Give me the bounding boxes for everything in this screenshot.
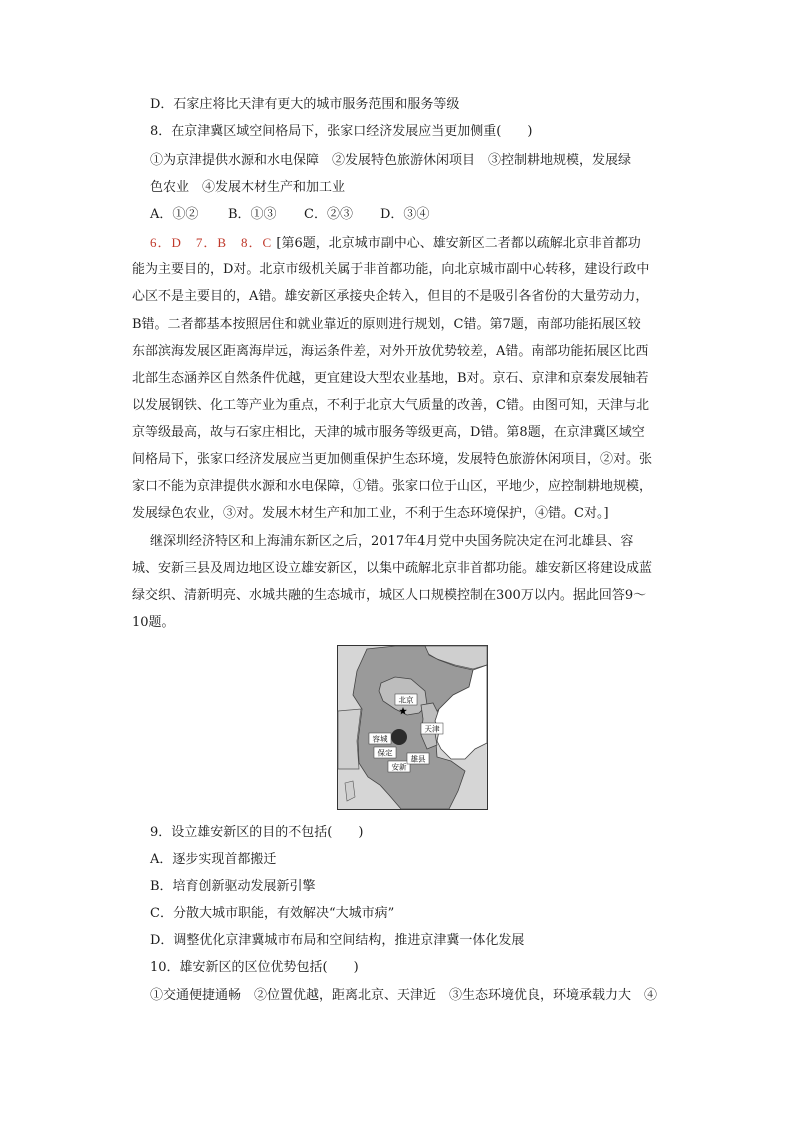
- label-tianjin: 天津: [424, 724, 440, 734]
- q9-option-c: C．分散大城市职能，有效解决“大城市病”: [150, 906, 395, 921]
- q9-stem: 9．设立雄安新区的目的不包括( ): [150, 825, 364, 840]
- q8-option-c: C．②③: [304, 207, 353, 222]
- q8-option-a: A．①②: [150, 207, 199, 222]
- q7-option-d: D．石家庄将比天津有更大的城市服务范围和服务等级: [150, 97, 460, 112]
- q10-items-line1: ①交通便捷通畅 ②位置优越，距离北京、天津近 ③生态环境优良，环境承载力大 ④: [150, 988, 658, 1003]
- label-beijing: 北京: [398, 695, 414, 705]
- answer-line: 家口不能为京津提供水源和水电保障，①错。张家口位于山区，平地少，应控制耕地规模，: [132, 479, 653, 494]
- answer-line: 以发展钢铁、化工等产业为重点，不利于北京大气质量的改善，C错。由图可知，天津与北: [132, 398, 649, 413]
- q8-items-line1: ①为京津提供水源和水电保障 ②发展特色旅游休闲项目 ③控制耕地规模，发展绿: [150, 153, 632, 168]
- label-baoding: 保定: [377, 748, 393, 758]
- label-rongcheng: 容城: [372, 734, 388, 744]
- label-anxin: 安新: [391, 762, 407, 772]
- answer-line: 北部生态涵养区自然条件优越，更宜建设大型农业基地，B对。京石、京津和京秦发展轴若: [132, 371, 649, 386]
- passage-line: 10题。: [132, 615, 175, 630]
- answer-line: 发展绿色农业，③对。发展木材生产和加工业，不利于生态环境保护，④错。C对。]: [132, 506, 609, 521]
- answer-line: [第6题，北京城市副中心、雄安新区二者都以疏解北京非首都功: [276, 236, 641, 251]
- passage-line: 城、安新三县及周边地区设立雄安新区，以集中疏解北京非首都功能。雄安新区将建设成蓝: [132, 561, 653, 576]
- passage-line: 绿交织、清新明亮、水城共融的生态城市，城区人口规模控制在300万以内。据此回答9～: [132, 588, 647, 603]
- q8-items-line2: 色农业 ④发展木材生产和加工业: [150, 180, 346, 195]
- q8-option-d: D．③④: [380, 207, 430, 222]
- q9-option-a: A．逐步实现首都搬迁: [150, 852, 277, 867]
- q9-option-d: D．调整优化京津冀城市布局和空间结构，推进京津冀一体化发展: [150, 933, 525, 948]
- answer-line: B错。二者都基本按照居住和就业靠近的原则进行规划，C错。第7题，南部功能拓展区较: [132, 317, 641, 332]
- xiongan-location-map: [337, 645, 488, 810]
- q8-stem: 8．在京津冀区域空间格局下，张家口经济发展应当更加侧重( ): [150, 124, 533, 139]
- label-xiongxian: 雄县: [410, 754, 426, 764]
- answer-first-line: [150, 234, 641, 253]
- answer-line: 间格局下，张家口经济发展应当更加侧重保护生态环境，发展特色旅游休闲项目，②对。张: [132, 452, 653, 467]
- west-region: [338, 709, 361, 769]
- q10-stem: 10．雄安新区的区位优势包括( ): [150, 960, 359, 975]
- passage-line: 继深圳经济特区和上海浦东新区之后，2017年4月党中央国务院决定在河北雄县、容: [150, 534, 634, 549]
- answer-line: 京等级最高，故与石家庄相比，天津的城市服务等级更高，D错。第8题，在京津冀区域空: [132, 425, 645, 440]
- q8-option-b: B．①③: [228, 207, 277, 222]
- answer-line: 能为主要目的，D对。北京市级机关属于非首都功能，向北京城市副中心转移，建设行政中: [132, 262, 650, 277]
- answer-line: 东部滨海发展区距离海岸远，海运条件差，对外开放优势较差，A错。南部功能拓展区比西: [132, 344, 649, 359]
- q8-options: [150, 206, 429, 224]
- answer-key: 6．D 7．B 8．C: [150, 235, 273, 250]
- answer-line: 心区不是主要目的，A错。雄安新区承接央企转入，但目的不是吸引各省份的大量劳动力，: [132, 289, 649, 304]
- xiongan-dot-icon: [391, 729, 407, 745]
- q9-option-b: B．培育创新驱动发展新引擎: [150, 879, 316, 894]
- southwest-region: [345, 781, 355, 801]
